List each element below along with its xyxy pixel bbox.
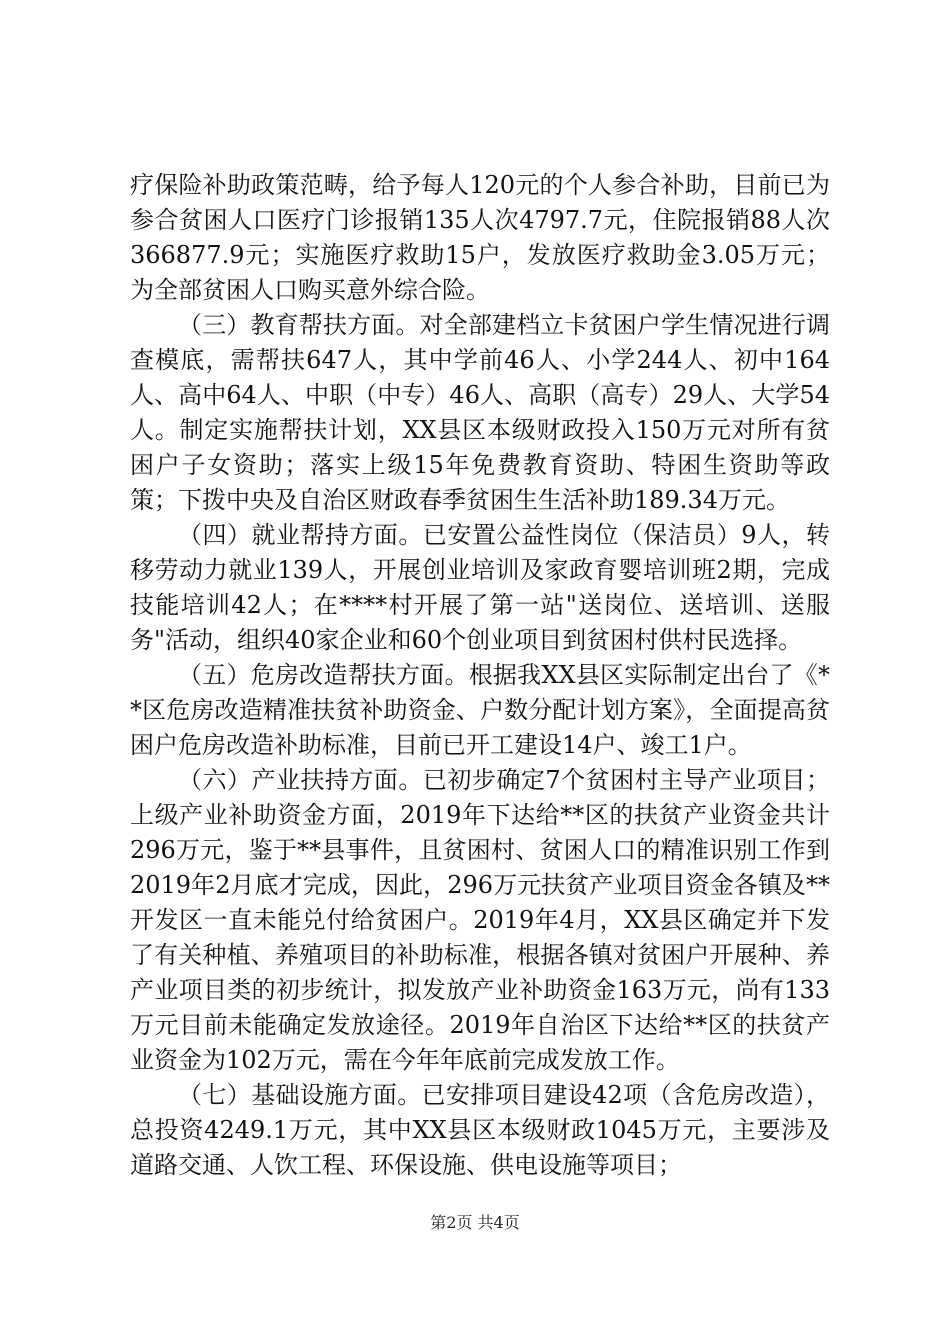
paragraph-housing-renovation: （五）危房改造帮扶方面。根据我XX县区实际制定出台了《**区危房改造精准扶贫补助资金、户数分配计划方案》，全面提高贫困户危房改造补助标准，目前已开工建设14户、竣工1户。 bbox=[130, 661, 830, 759]
paragraph-medical-insurance: 疗保险补助政策范畴，给予每人120元的个人参合补助，目前已为参合贫困人口医疗门诊报销135人次4797.7元，住院报销88人次366877.9元；实施医疗救助15户，发放医疗救助金3.05万元；为全部贫困人口购买意外综合险。 bbox=[130, 171, 830, 304]
paragraph-employment-support: （四）就业帮持方面。已安置公益性岗位（保洁员）9人，转移劳动力就业139人，开展创业培训及家政育婴培训班2期，完成技能培训42人；在****村开展了第一站"送岗位、送培训、送服务"活动，组织40家企业和60个创业项目到贫困村供村民选择。 bbox=[130, 521, 830, 654]
paragraph-industry-support: （六）产业扶持方面。已初步确定7个贫困村主导产业项目；上级产业补助资金方面，2019年下达给**区的扶贫产业资金共计296万元，鉴于**县事件，且贫困村、贫困人口的精准识别工作到2019年2月底才完成，因此，296万元扶贫产业项目资金各镇及**开发区一直未能兑付给贫困户。2019年4月，XX县区确定并下发了有关种植、养殖项目的补助标准，根据各镇对贫困户开展种、养产业项目类的初步统计，拟发放产业补助资金163万元，尚有133万元目前未能确定发放途径。2019年自治区下达给**区的扶贫产业资金为102万元，需在今年年底前完成发放工作。 bbox=[130, 766, 830, 1074]
document-body bbox=[130, 168, 830, 1183]
paragraph-infrastructure: （七）基础设施方面。已安排项目建设42项（含危房改造），总投资4249.1万元，其中XX县区本级财政1045万元，主要涉及道路交通、人饮工程、环保设施、供电设施等项目； bbox=[130, 1081, 830, 1179]
paragraph-education-support: （三）教育帮扶方面。对全部建档立卡贫困户学生情况进行调查模底，需帮扶647人，其中学前46人、小学244人、初中164人、高中64人、中职（中专）46人、高职（高专）29人、大学54人。制定实施帮扶计划，XX县区本级财政投入150万元对所有贫困户子女资助；落实上级15年免费教育资助、特困生资助等政策；下拨中央及自治区财政春季贫困生生活补助189.34万元。 bbox=[130, 311, 830, 514]
page-number-footer: 第2页 共4页 bbox=[430, 1213, 520, 1232]
